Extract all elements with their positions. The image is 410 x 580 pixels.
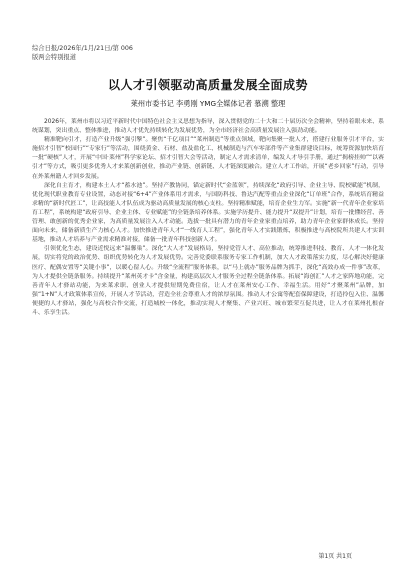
edition-line-1: 综合日报/2026年/1月/21日/第 006	[32, 45, 133, 52]
paragraph: 精准靶向引才，打造产业升级“强引擎”。聚焦“千亿项目”“莱州制造”等重点领域，靶向集聚一批人才，搭建行业服务引才平台，实施招才引智“校园行”“专家行”等活动，围绕黄金、石材、盐及盐化工、机械制造与汽车零部件等产业集群建设目标，统筹资源加快培育一批“硬核”人才，开展“中国·莱州”科学家论坛、招才引智大会等活动，制定人才需求清单，编发人才导引手册，通过“揭榜挂帅”“以赛引才”等方式，吸引更多优秀人才来莱创新创业，推动产业链、创新链、人才链深度融合。建立人才工作站，开展“老乡回家”行动，引导在外莱州籍人才回乡发展。	[32, 137, 384, 180]
article-byline: 莱州市委书记 李勇刚 YMG全媒体记者 慕溯 整理	[130, 99, 286, 108]
paragraph: 引领优化生态，建设近悦远来“温馨巢”。深化“大人才”发展格局，坚持党管人才、高位推动，统筹推进科技、教育、人才一体化发展，切实将党的政治优势、组织优势转化为人才发展优势。完善党委联系服务专家工作机制，加大人才政策落实力度，尽心解决好健康医疗、配偶安置等“关键小事”，以暖心留人心。升级“全流程”服务体系，以“马上就办”服务品牌为抓手，深化“高效办成一件事”改革，为人才提供全链条服务。持续提升“莱州英才卡”含金量，构建高层次人才服务全过程全链条体系。拓展“海创汇”人才之家阵地功能，完善青年人才驿站功能，为来莱求职、创业人才提供短期免费住宿，让人才在莱州安心工作、幸福生活。用好“才聚莱州”品牌，加强“1+N”人才政策体系宣传，开展人才节活动，营造全社会尊重人才的浓厚氛围。推动人才公寓等配套保障建设，打造拎包入住、温馨便捷的人才驿站，强化与高校合作交流，打造城校一体化，推动实现人才聚集、产业兴旺、城市繁荣互促共进，让人才在莱州扎根奋斗、乐享生活。	[32, 246, 384, 316]
paragraph: 2026年，莱州市将以习近平新时代中国特色社会主义思想为指导，深入贯彻党的二十大和二十届历次全会精神，坚持着眼未来、系统谋划，突出重点、整体推进，推动人才优先持续转化为发展优势，为全市经济社会高质量发展注入强劲动能。	[32, 119, 384, 135]
paragraph: 深化自主育才，构建本土人才“蓄水池”。坚持产教协同，锚定新时代“金蓝领”，持续深化“政府引导、企业主导、院校赋能”机制，优化现代职业教育专业设置，动态对接“6+4”产业体系用才需求，与国防科技、鲁达汽配等重点企业深化“订单班”合作，系统培育精益求精的“新时代匠工”，让高技能人才队伍成为驱动高质量发展的核心支柱。坚持精准赋能，培育企业生力军。实施“新一代青年企业家培育工程”，系统构建“政府引导、企业主体、专业赋能”的全链条培养体系。实施学历提升、能力提升“双提升”计划，培育一批懂经营、善管理、敢创新的优秀企业家，为高质量发展注入人才动能。选拔一批具有潜力的青年企业家重点培养，助力青年企业家群体成长。坚持面向未来，储备新质生产力核心人才。加快推进青年人才“一线育人工程”，强化青年人才实践锻炼，积极推进与高校院所共建人才实训基地，推动人才培养与产业需求精准对接，储备一批青年科技创新人才。	[32, 182, 384, 244]
edition-info	[32, 44, 384, 62]
edition-line-2: 版两会特别报道	[32, 54, 77, 61]
page-number: 第1页 共1页	[318, 553, 352, 560]
article-title: 以人才引领驱动高质量发展全面成势	[107, 78, 308, 92]
article-body	[32, 118, 384, 318]
